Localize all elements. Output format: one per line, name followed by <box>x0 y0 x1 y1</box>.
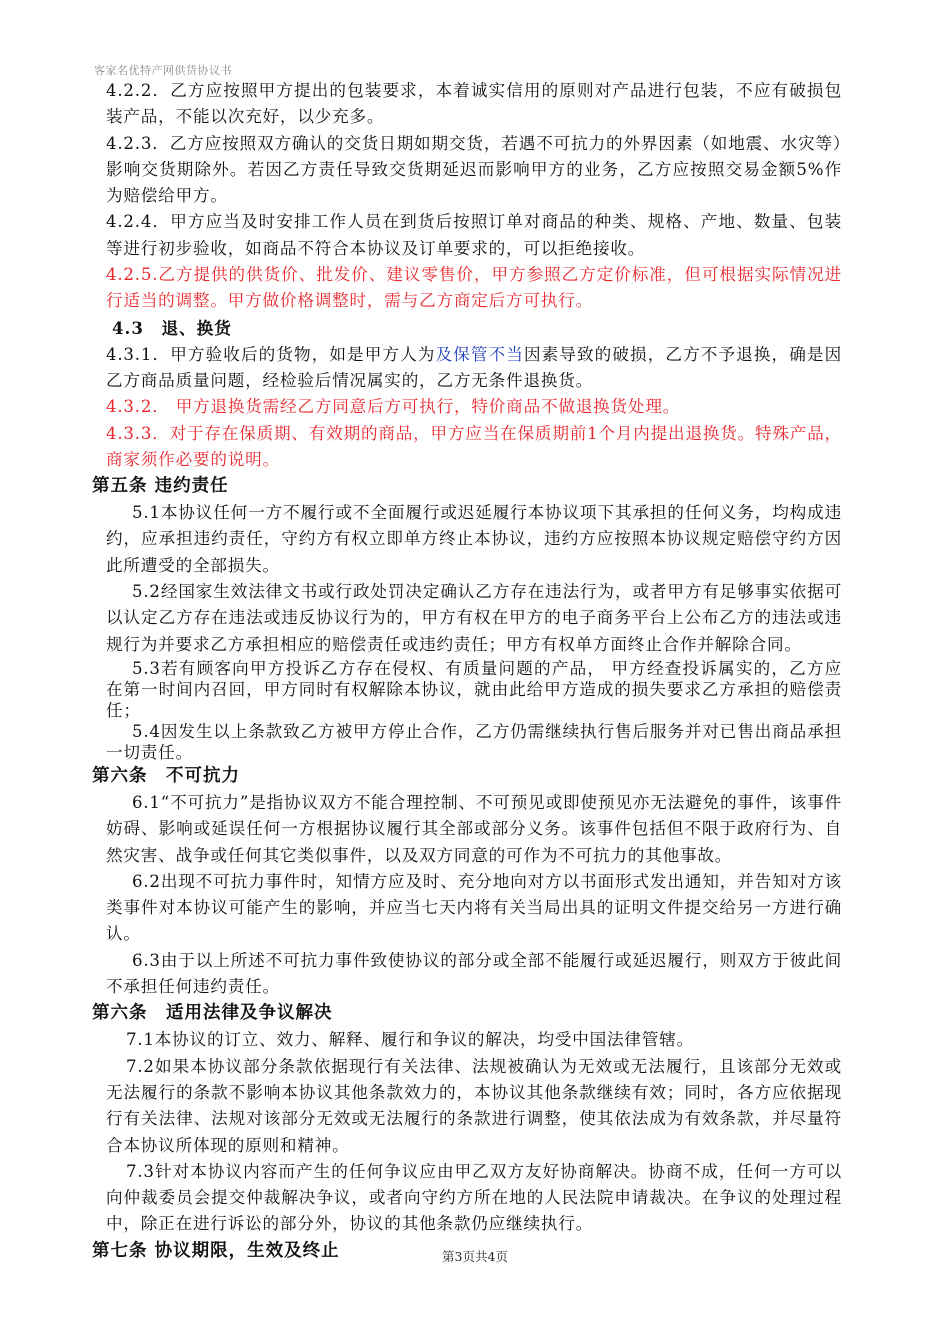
clause-6-2: 6.2出现不可抗力事件时，知情方应及时、充分地向对方以书面形式发出通知，并告知对方该类事件对本协议可能产生的影响，并应当七天内将有关当局出具的证明文件提交给另一方进行确认。 <box>106 871 842 944</box>
clause-6-1: 6.1“不可抗力”是指协议双方不能合理控制、不可预见或即使预见亦无法避免的事件，该事件妨碍、影响或延误任何一方根据协议履行其全部或部分义务。该事件包括但不限于政府行为、自然灾害、战争或任何其它类似事件，以及双方同意的可作为不可抗力的其他事故。 <box>106 792 842 865</box>
section-4-3-title: 4.3 退、换货 <box>112 317 232 338</box>
article-5-title: 第五条 违约责任 <box>92 476 229 497</box>
clause-4-2-4: 4.2.4．甲方应当及时安排工作人员在到货后按照订单对商品的种类、规格、产地、数量、包装等进行初步验收，如商品不符合本协议及订单要求的，可以拒绝接收。 <box>106 212 842 258</box>
page-footer: 第3页共4页 <box>442 1249 508 1264</box>
article-6-title: 第六条 不可抗力 <box>92 765 240 786</box>
clause-7-2: 7.2如果本协议部分条款依据现行有关法律、法规被确认为无效或无法履行，且该部分无效或无法履行的条款不影响本协议其他条款效力的，本协议其他条款继续有效；同时，各方应依据现行有关法律、法规对该部分无效或无法履行的条款进行调整，使其依法成为有效条款，并尽量符合本协议所体现的原则和精神。 <box>106 1056 842 1155</box>
clause-4-3-2: 4.3.2． 甲方退换货需经乙方同意后方可执行，特价商品不做退换货处理。 <box>106 397 681 417</box>
clause-7-3: 7.3针对本协议内容而产生的任何争议应由甲乙双方友好协商解决。协商不成，任何一方可以向仲裁委员会提交仲裁解决争议，或者向守约方所在地的人民法院申请裁决。在争议的处理过程中，除正在进行诉讼的部分外，协议的其他条款仍应继续执行。 <box>106 1161 842 1234</box>
document-body <box>92 78 842 1265</box>
clause-4-2-3: 4.2.3．乙方应按照双方确认的交货日期如期交货，若遇不可抗力的外界因素（如地震、水灾等）影响交货期除外。若因乙方责任导致交货期延迟而影响甲方的业务，乙方应按照交易金额5%作为赔偿给甲方。 <box>106 133 842 206</box>
document-header: 客家名优特产网供货协议书 <box>94 64 232 77</box>
clause-5-2: 5.2经国家生效法律文书或行政处罚决定确认乙方存在违法行为，或者甲方有足够事实依据可以认定乙方存在违法或违反协议行为的，甲方有权在甲方的电子商务平台上公布乙方的违法或违规行为并要求乙方承担相应的赔偿责任或违约责任；甲方有权单方面终止合作并解除合同。 <box>106 582 842 654</box>
clause-4-3-1-highlight: 及保管不当 <box>435 344 524 364</box>
clause-4-3-3: 4.3.3．对于存在保质期、有效期的商品，甲方应当在保质期前1个月内提出退换货。特殊产品，商家须作必要的说明。 <box>106 423 842 469</box>
clause-4-2-5: 4.2.5.乙方提供的供货价、批发价、建议零售价，甲方参照乙方定价标准，但可根据实际情况进行适当的调整。甲方做价格调整时，需与乙方商定后方可执行。 <box>106 265 842 311</box>
clause-4-3-1 <box>106 342 842 395</box>
article-6b-title: 第六条 适用法律及争议解决 <box>92 1003 333 1024</box>
clause-5-1: 5.1本协议任何一方不履行或不全面履行或迟延履行本协议项下其承担的任何义务，均构成违约，应承担违约责任，守约方有权立即单方终止本协议，违约方应按照本协议规定赔偿守约方因此所遭受的全部损失。 <box>106 503 842 575</box>
clause-6-3: 6.3由于以上所述不可抗力事件致使协议的部分或全部不能履行或延迟履行，则双方于彼此间不承担任何违约责任。 <box>106 950 842 997</box>
clause-4-3-1-text-a: 4.3.1．甲方验收后的货物，如是甲方人为 <box>106 344 436 364</box>
clause-5-3: 5.3若有顾客向甲方投诉乙方存在侵权、有质量问题的产品， 甲方经查投诉属实的，乙方应在第一时间内召回，甲方同时有权解除本协议，就由此给甲方造成的损失要求乙方承担的赔偿责任； <box>106 658 842 720</box>
clause-5-4: 5.4因发生以上条款致乙方被甲方停止合作，乙方仍需继续执行售后服务并对已售出商品承担一切责任。 <box>106 721 842 762</box>
clause-4-3-1-text-b: 因素导致的破损，乙方不予退换，确是因乙方商品质量问题，经检验后情况属实的，乙方无条件退换货。 <box>106 344 842 390</box>
clause-7-1: 7.1本协议的订立、效力、解释、履行和争议的解决，均受中国法律管辖。 <box>126 1030 694 1050</box>
article-7-title: 第七条 协议期限，生效及终止 <box>92 1240 340 1261</box>
clause-4-2-2: 4.2.2．乙方应按照甲方提出的包装要求，本着诚实信用的原则对产品进行包装，不应有破损包装产品，不能以次充好，以少充多。 <box>106 81 842 127</box>
